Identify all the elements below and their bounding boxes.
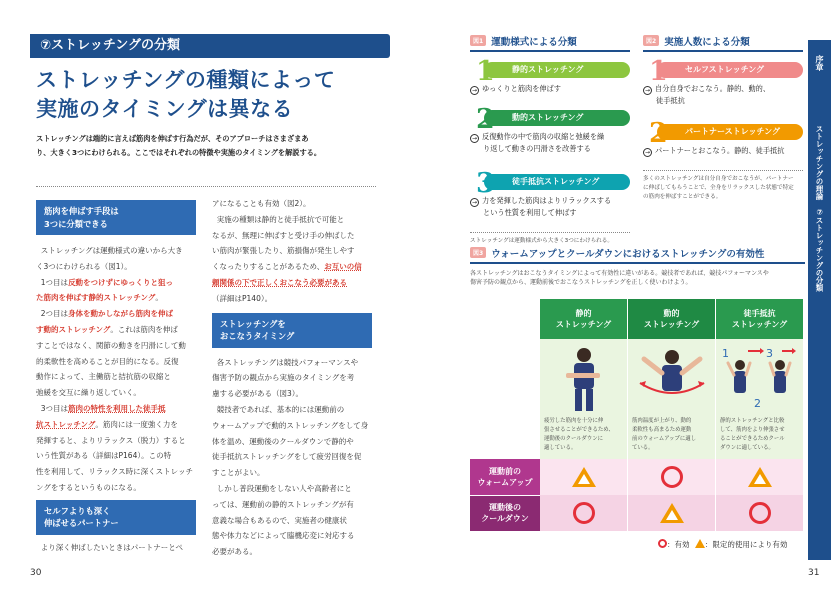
table-cell-illustration <box>628 339 716 459</box>
table-cell-desc: 疲労した筋肉を十分に伸 張させることができるため、 運動後のクールダウンに 適している。 <box>544 418 614 451</box>
table-col-header: 静的 ストレッチング <box>540 299 628 339</box>
fig2-item-1: 1 セルフストレッチング → 自分自身でおこなう。静的、動的、 徒手抵抗 <box>643 62 803 118</box>
subheading-box: セルフよりも深く 伸ばせるパートナー <box>36 500 196 535</box>
subheading-box: ストレッチングを おこなうタイミング <box>212 313 372 348</box>
lead-paragraph: ストレッチングは端的に言えば筋肉を伸ばす行為だが、そのアプローチはさまざまあ り、大きく3つにわけられる。ここではそれぞれの特徴や実施のタイミングを解説する。 <box>36 134 322 157</box>
page-title: ストレッチングの種類によって 実施のタイミングは異なる <box>36 68 336 121</box>
divider <box>36 186 376 187</box>
arrow-right-icon: → <box>471 87 478 94</box>
body-text: アになることも有効（図2）。 実施の種類は静的と徒手抵抗で可能と なるが、無理に伸ばすと受け手の伸ばした い筋肉が緊張したり、筋損傷が発生しやす くなったりすることがあるため、お互いの信 頼関係の下で正しくおこなう必要がある （詳細はP140）。 <box>212 199 362 303</box>
arrow-right-icon: → <box>471 135 478 142</box>
text-column-2 <box>212 196 372 560</box>
figure-caption: 多くのストレッチングは自分自身でおこなうが、パートナー に伸ばしてもらうことで、全身をリラックスした状態で特定 の筋肉を伸ばすことができる。 <box>643 176 794 200</box>
effectiveness-table <box>470 299 803 531</box>
fig1-item-2: 2 動的ストレッチング → 反復動作の中で筋肉の収縮と弛緩を繰 り返して動きの円滑さを改善する <box>470 110 630 170</box>
arrow-right-icon: → <box>644 87 651 94</box>
figure-title: 図3 ウォームアップとクールダウンにおけるストレッチングの有効性 <box>470 246 805 264</box>
mark-triangle <box>716 459 804 495</box>
triangle-icon <box>748 467 772 487</box>
figure-3 <box>470 246 805 287</box>
figure-title: 図1 運動様式による分類 <box>470 34 630 52</box>
table-row-header: 運動前の ウォームアップ <box>470 459 540 495</box>
figure-title: 図2 実施人数による分類 <box>643 34 803 52</box>
chapter-tab <box>808 40 831 560</box>
page-number: 31 <box>808 568 820 578</box>
text-column-1 <box>36 200 196 556</box>
fig2-item-2: 2 パートナーストレッチング → パートナーとおこなう。静的、徒手抵抗 <box>643 124 803 164</box>
mark-triangle <box>628 495 716 531</box>
body-text: 各ストレッチングは競技パフォーマンスや 傷害予防の観点から実施のタイミングを考 慮する必要がある（図3）。 競技者であれば、基本的には運動前の ウォームアップで動的ストレッチングをして身 体を温め、運動後のクールダウンで静的や 徒手抵抗ストレッチングをして疲労回復を促 すことがよい。 しかし普段運動をしない人や高齢者にと っては、運動前の静的ストレッチングが有 意義な場合もあるので、実施者の健康状 態や体力などによって臨機応変に対応する 必要がある。 <box>212 357 369 557</box>
chapter-label: 序章 <box>815 55 824 71</box>
circle-icon <box>749 502 771 524</box>
figure-caption: ストレッチングは運動様式から大きく3つにわけられる。 <box>470 238 613 244</box>
table-row-header: 運動後の クールダウン <box>470 495 540 531</box>
legend: ：有効 ：限定的使用により有効 <box>658 539 787 550</box>
mark-circle <box>628 459 716 495</box>
circle-icon <box>573 502 595 524</box>
subheading-box: 筋肉を伸ばす手段は 3つに分類できる <box>36 200 196 235</box>
dynamic-stretch-illustration <box>632 343 711 413</box>
arrow-right-icon: → <box>644 149 651 156</box>
chapter-title: ストレッチングの理論 ⑦ストレッチングの分類 <box>815 125 824 292</box>
body-text: ストレッチングは運動様式の違いから大き く3つにわけられる（図1）。 1つ目は反動をつけずにゆっくりと狙っ た筋肉を伸ばす静的ストレッチング。 2つ目は身体を動かしながら筋肉を伸ば す動的ストレッチング。これは筋肉を伸ば すことではなく、関節の動きを円滑にして動 的柔軟性を高めることが目的になる。反復 動作によって、主働筋と拮抗筋の収縮と 弛緩を交互に繰り返していく。 3つ目は筋肉の特性を利用した徒手抵 抗ストレッチング。筋肉には一度強く力を 発揮すると、よりリラックス（脱力）すると いう性質がある（詳細はP164）。この特 性を利用して、リラックス時に深くストレッチ ングをするというものになる。 <box>36 246 194 492</box>
static-stretch-illustration <box>544 343 623 413</box>
table-cell-desc: 静的ストレッチングと比較 して、筋肉をより伸張させ ることができるためクール ダウンに適している。 <box>720 418 785 451</box>
triangle-icon <box>572 467 596 487</box>
pnf-stretch-illustration <box>720 343 799 413</box>
mark-circle <box>540 495 628 531</box>
fig1-item-1: 1 静的ストレッチング → ゆっくりと筋肉を伸ばす <box>470 62 630 106</box>
circle-icon <box>661 466 683 488</box>
circle-icon <box>658 539 667 548</box>
table-cell-illustration <box>540 339 628 459</box>
table-col-header: 動的 ストレッチング <box>628 299 716 339</box>
figure-2 <box>643 34 803 202</box>
mark-triangle <box>540 459 628 495</box>
figure-1 <box>470 34 630 246</box>
table-cell-desc: 筋肉温度が上がり、動的 柔軟性も高まるため運動 前のウォームアップに適し ている。 <box>632 418 697 451</box>
page-number: 30 <box>30 568 42 578</box>
body-text: より深く伸ばしたいときはパートナーとぺ <box>40 542 183 552</box>
section-header: ⑦ストレッチングの分類 <box>30 34 390 58</box>
table-cell-illustration <box>716 339 804 459</box>
triangle-icon <box>660 503 684 523</box>
step-number: 3 <box>766 347 773 360</box>
step-number: 2 <box>754 397 761 410</box>
figure-intro: 各ストレッチングはおこなうタイミングによって有効性に違いがある。競技者であれば、競技パフォーマンスや 傷害予防の観点から、運動前後でおこなうストレッチングを正しく使いわけよう。 <box>470 270 769 286</box>
table-col-header: 徒手抵抗 ストレッチング <box>716 299 804 339</box>
mark-circle <box>716 495 804 531</box>
arrow-right-icon: → <box>471 199 478 206</box>
triangle-icon <box>695 539 705 548</box>
step-number: 1 <box>722 347 729 360</box>
fig1-item-3: 3 徒手抵抗ストレッチング → 力を発揮した筋肉はよりリラックスする という性質を利用して伸ばす <box>470 174 630 230</box>
